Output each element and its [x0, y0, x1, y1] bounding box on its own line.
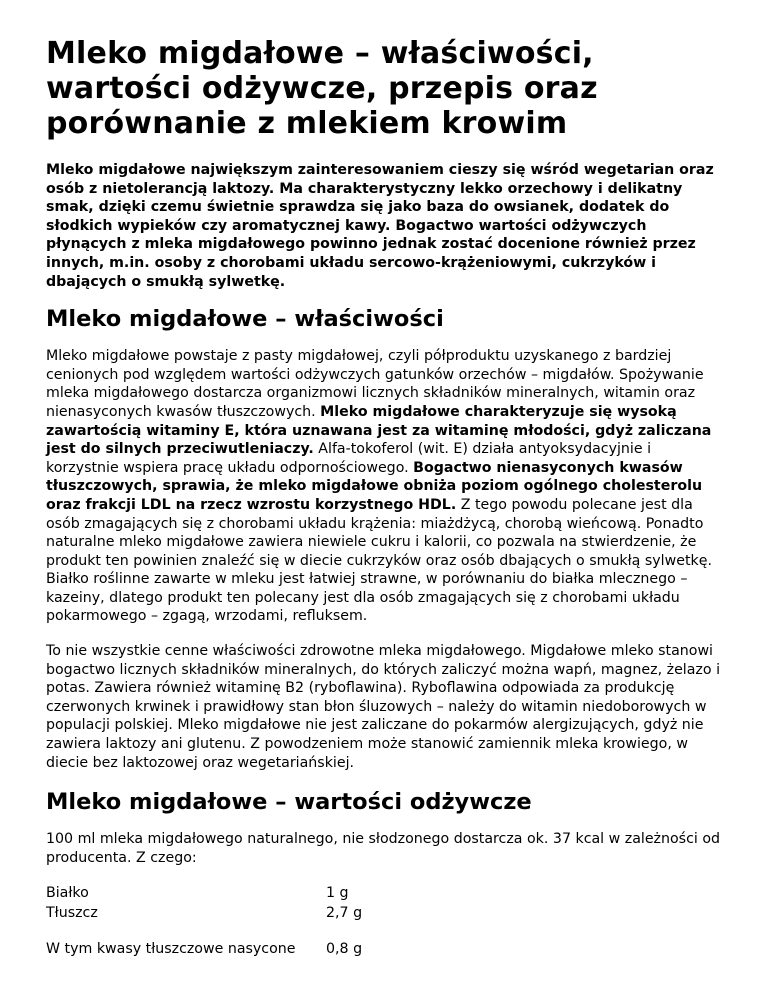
nutrient-label: Białko — [46, 885, 89, 902]
text-run: Alfa-tokoferol (wit. E) działa antyoksydacyjnie i korzystnie wspiera pracę układu odpornościowego. — [46, 441, 652, 476]
nutrient-label: W tym kwasy tłuszczowe nasycone — [46, 941, 296, 958]
lead-paragraph: Mleko migdałowe największym zainteresowaniem cieszy się wśród wegetarian oraz osób z nietolerancją laktozy. Ma charakterystyczny lekko orzechowy i delikatny smak, dzięki czemu świetnie sprawdza się jako baza do owsianek, dodatek do słodkich wypieków czy aromatycznej kawy. Bogactwo wartości odżywczych płynących z mleka migdałowego powinno jednak zostać docenione również przez innych, m.in. osoby z chorobami układu sercowo-krążeniowymi, cukrzyków i dbających o smukłą sylwetkę. — [46, 162, 714, 290]
nutrient-value: 2,7 g — [326, 905, 363, 922]
page-title: Mleko migdałowe – właściwości, wartości odżywcze, przepis oraz porównanie z mlekiem krowim — [46, 36, 598, 141]
nutrition-intro: 100 ml mleka migdałowego naturalnego, nie słodzonego dostarcza ok. 37 kcal w zależności od producenta. Z czego: — [46, 831, 721, 866]
bold-text-run: Mleko migdałowe charakteryzuje się wysoką zawartością witaminy E, która uznawana jest za witaminę młodości, gdyż zaliczana jest do silnych przeciwutleniaczy. — [46, 403, 712, 458]
nutrition-table — [46, 883, 362, 923]
text-run: Z tego powodu polecane jest dla osób zmagających się z chorobami układu krążenia: miażdżycą, chorobą wieńcową. Ponadto naturalne mleko migdałowe zawiera niewiele cukru i kalorii, co pozwala na stwierdzenie, że produkt ten powinien znaleźć się w diecie cukrzyków oraz osób dbających o smukłą sylwetkę. Białko roślinne zawarte w mleku jest łatwiej strawne, w porównaniu do białka mlecznego – kazeiny, dlatego produkt ten polecany jest dla osób zmagających się z chorobami układu pokarmowego – zgagą, wrzodami, refluksem. — [46, 496, 712, 625]
section-heading-nutrition: Mleko migdałowe – wartości odżywcze — [46, 789, 532, 816]
nutrient-label: Tłuszcz — [46, 905, 98, 922]
bold-text-run: Bogactwo nienasyconych kwasów tłuszczowych, sprawia, że mleko migdałowe obniża poziom ogólnego cholesterolu oraz frakcji LDL na rzecz wzrostu korzystnego HDL. — [46, 459, 703, 513]
properties-paragraph-2: To nie wszystkie cenne właściwości zdrowotne mleka migdałowego. Migdałowe mleko stanowi bogactwo licznych składników mineralnych, do których zaliczyć można wapń, magnez, żelazo i potas. Zawiera również witaminę B2 (ryboflawina). Ryboflawina odpowiada za produkcję czerwonych krwinek i prawidłowy stan błon śluzowych – należy do witamin niedoborowych w populacji polskiej. Mleko migdałowe nie jest zaliczane do pokarmów alergizujących, gdyż nie zawiera laktozy ani glutenu. Z powodzeniem może stanowić zamiennik mleka krowiego, w diecie bez laktozowej oraz wegetariańskiej. — [46, 643, 721, 771]
table-row — [46, 939, 362, 959]
section-heading-properties: Mleko migdałowe – właściwości — [46, 306, 444, 333]
nutrient-value: 1 g — [326, 885, 349, 902]
nutrient-value: 0,8 g — [326, 941, 363, 958]
properties-paragraph-1 — [46, 347, 724, 626]
table-row — [46, 883, 362, 903]
nutrition-table-2 — [46, 939, 362, 959]
table-row — [46, 903, 362, 923]
text-run: Mleko migdałowe powstaje z pasty migdałowej, czyli półproduktu uzyskanego z bardziej cenionych pod względem wartości odżywczych gatunków orzechów – migdałów. Spożywanie mleka migdałowego dostarcza organizmowi licznych składników mineralnych, witamin oraz nienasyconych kwasów tłuszczowych. — [46, 348, 704, 420]
